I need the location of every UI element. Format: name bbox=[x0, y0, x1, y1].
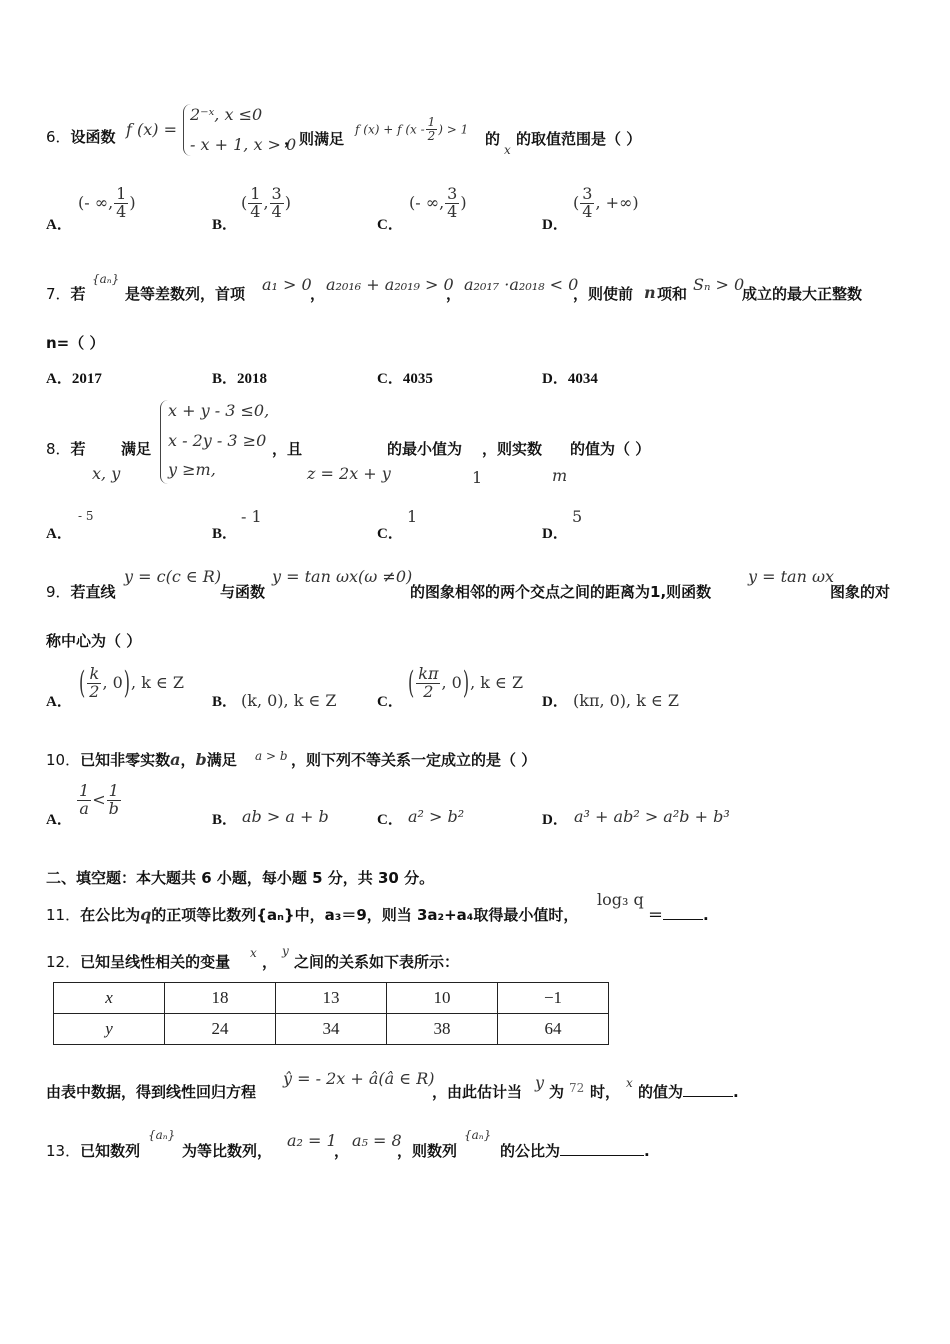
q10-option-a-label[interactable]: A． bbox=[46, 812, 72, 828]
q9-line-eq: y = c(c ∈ R) bbox=[124, 567, 222, 586]
table-cell: 64 bbox=[498, 1014, 609, 1045]
q8-option-c-label[interactable]: C． bbox=[377, 526, 403, 542]
q6-option-c-label[interactable]: C． bbox=[377, 217, 403, 233]
q12-text-5: 为 bbox=[549, 1083, 565, 1101]
table-cell: 34 bbox=[276, 1014, 387, 1045]
q6-option-d[interactable]: ( $\frac{3}{4}$ , +∞) bbox=[573, 184, 639, 221]
q8-text-2: 满足 bbox=[121, 440, 152, 458]
q10-option-b-label[interactable]: B． bbox=[212, 812, 238, 828]
q13-text-3: ，则数列 bbox=[397, 1142, 458, 1160]
q6-half-fraction: $\frac{1}{2}$ bbox=[427, 115, 436, 143]
q8-stem: 8．若 bbox=[46, 440, 86, 458]
q7-sep-2: ， bbox=[446, 285, 462, 303]
q12-answer: 的值为 . bbox=[638, 1083, 739, 1101]
q11-answer: ＝ . bbox=[648, 906, 709, 924]
q6-case-2: - x + 1, x > 0 bbox=[190, 135, 297, 154]
q7-option-d[interactable]: D．4034 bbox=[542, 371, 598, 387]
q11-log: log₃ q bbox=[597, 890, 644, 909]
q10-stem: 10．已知非零实数a，b满足 bbox=[46, 750, 237, 769]
q7-sep-1: ， bbox=[310, 285, 326, 303]
q8-text-3: ，且 bbox=[272, 440, 303, 458]
q9-option-d-label[interactable]: D． bbox=[542, 694, 568, 710]
q9-option-a-label[interactable]: A． bbox=[46, 694, 72, 710]
q9-text-3: 的图象相邻的两个交点之间的距离为1,则函数 bbox=[410, 583, 712, 601]
q6-option-b-label[interactable]: B． bbox=[212, 217, 238, 233]
q6-stem-b: ，则满足 bbox=[284, 130, 345, 148]
table-cell: 18 bbox=[165, 983, 276, 1014]
q13-sequence: {aₙ} bbox=[148, 1128, 176, 1142]
q8-option-c[interactable]: 1 bbox=[407, 507, 418, 526]
q8-option-b[interactable]: - 1 bbox=[241, 507, 262, 526]
table-cell: 13 bbox=[276, 983, 387, 1014]
q10-option-c-label[interactable]: C． bbox=[377, 812, 403, 828]
section-2-title: 二、填空题：本大题共 6 小题，每小题 5 分，共 30 分。 bbox=[46, 869, 435, 887]
q12-answer-blank[interactable] bbox=[683, 1096, 733, 1097]
q12-y: y bbox=[535, 1073, 545, 1092]
q6-function-name: f (x) = bbox=[126, 120, 178, 139]
q6-variable: x bbox=[504, 143, 511, 157]
q12-regression: ŷ = - 2x + â(â ∈ R) bbox=[283, 1069, 435, 1088]
question-number: 6． bbox=[46, 128, 71, 146]
q8-option-d-label[interactable]: D． bbox=[542, 526, 568, 542]
table-row bbox=[54, 1014, 609, 1045]
q9-option-c[interactable]: ( $\frac{k\pi}{2}$ , 0), k ∈ Z bbox=[408, 664, 524, 701]
table-row bbox=[54, 983, 609, 1014]
table-header-y: y bbox=[54, 1014, 165, 1045]
q6-option-b[interactable]: ( $\frac{1}{4}$ , $\frac{3}{4}$ ) bbox=[241, 184, 291, 221]
q7-line-2: n=（ ） bbox=[46, 334, 105, 352]
q6-option-d-label[interactable]: D． bbox=[542, 217, 568, 233]
q13-answer: 的公比为 . bbox=[500, 1142, 650, 1160]
q8-text-4: 的最小值为 bbox=[387, 440, 463, 458]
q13-sequence-2: {aₙ} bbox=[464, 1128, 492, 1142]
q8-option-b-label[interactable]: B． bbox=[212, 526, 238, 542]
q8-constraint-2: x - 2y - 3 ≥0 bbox=[168, 431, 267, 450]
q7-n: n bbox=[644, 283, 656, 302]
q9-option-b[interactable]: (k, 0), k ∈ Z bbox=[241, 691, 337, 710]
q9-text-2: 与函数 bbox=[220, 583, 266, 601]
q7-stem: 7．若 bbox=[46, 285, 86, 303]
q10-text-3: ，则下列不等关系一定成立的是（ ） bbox=[291, 751, 537, 769]
q13-a2: a₂ = 1 bbox=[287, 1131, 337, 1150]
q6-option-a[interactable]: (- ∞, $\frac{1}{4}$ ) bbox=[78, 184, 136, 221]
q8-constraint-3: y ≥m, bbox=[168, 460, 216, 479]
q9-func-2: y = tan ωx bbox=[748, 567, 835, 586]
q9-line-2: 称中心为（ ） bbox=[46, 632, 142, 650]
q6-option-c[interactable]: (- ∞, $\frac{3}{4}$ ) bbox=[409, 184, 467, 221]
q8-text-6: 的值为（ ） bbox=[570, 440, 651, 458]
q13-text-2: 为等比数列， bbox=[182, 1142, 273, 1160]
q7-sequence: {aₙ} bbox=[92, 272, 120, 286]
q7-cond-3: a₂₀₁₇ ·a₂₀₁₈ < 0 bbox=[464, 275, 579, 294]
q12-value-72: 72 bbox=[569, 1081, 585, 1095]
q12-text-4: ，由此估计当 bbox=[432, 1083, 523, 1101]
q12-text-2: 之间的关系如下表所示： bbox=[294, 953, 460, 971]
q7-text-2: 是等差数列，首项 bbox=[125, 285, 246, 303]
q13-sep: ， bbox=[334, 1142, 350, 1160]
q8-min-value: 1 bbox=[472, 468, 483, 487]
table-header-x: x bbox=[54, 983, 165, 1014]
q13-a5: a₅ = 8 bbox=[352, 1131, 402, 1150]
q9-option-a[interactable]: ( $\frac{k}{2}$ , 0), k ∈ Z bbox=[79, 664, 185, 701]
q7-option-a[interactable]: A．2017 bbox=[46, 371, 102, 387]
q8-option-a[interactable]: - 5 bbox=[78, 509, 94, 523]
table-cell: 38 bbox=[387, 1014, 498, 1045]
q12-stem: 12．已知呈线性相关的变量 bbox=[46, 953, 231, 971]
q7-cond-1: a₁ > 0 bbox=[262, 275, 312, 294]
q9-stem: 9．若直线 bbox=[46, 583, 116, 601]
q10-condition: a > b bbox=[255, 749, 288, 763]
q9-option-d[interactable]: (kπ, 0), k ∈ Z bbox=[573, 691, 680, 710]
q7-cond-4: Sₙ > 0 bbox=[693, 275, 745, 294]
q10-option-a[interactable]: $\frac{1}{a}$ < $\frac{1}{b}$ bbox=[79, 781, 119, 818]
q12-text-3: 由表中数据，得到线性回归方程 bbox=[46, 1083, 257, 1101]
q9-option-b-label[interactable]: B． bbox=[212, 694, 238, 710]
table-cell: 10 bbox=[387, 983, 498, 1014]
q8-option-a-label[interactable]: A． bbox=[46, 526, 72, 542]
q6-stem-c: 的 bbox=[485, 130, 501, 148]
q13-stem: 13．已知数列 bbox=[46, 1142, 141, 1160]
q12-var-x: x bbox=[250, 946, 257, 960]
q12-sep: ， bbox=[262, 953, 278, 971]
q12-text-6: 时， bbox=[590, 1083, 621, 1101]
q7-text-6: 项和 bbox=[657, 285, 688, 303]
q7-cond-2: a₂₀₁₆ + a₂₀₁₉ > 0 bbox=[326, 275, 454, 294]
q10-option-c[interactable]: a² > b² bbox=[408, 807, 465, 826]
q8-text-5: ，则实数 bbox=[482, 440, 543, 458]
table-cell: −1 bbox=[498, 983, 609, 1014]
q10-option-d-label[interactable]: D． bbox=[542, 812, 568, 828]
q8-constraint-1: x + y - 3 ≤0, bbox=[168, 401, 270, 420]
q6-option-a-label[interactable]: A． bbox=[46, 217, 72, 233]
q8-vars: x, y bbox=[92, 464, 121, 483]
q10-option-d[interactable]: a³ + ab² > a²b + b³ bbox=[574, 807, 730, 826]
q7-text-7: 成立的最大正整数 bbox=[742, 285, 863, 303]
q11-stem: 11．在公比为q的正项等比数列{aₙ}中，a₃＝9，则当 3a₂+a₄取得最小值时， bbox=[46, 905, 579, 924]
q7-option-c[interactable]: C．4035 bbox=[377, 371, 433, 387]
q9-func-eq: y = tan ωx(ω ≠0) bbox=[272, 567, 413, 586]
q8-option-d[interactable]: 5 bbox=[572, 507, 583, 526]
q6-case-1: 2⁻ˣ, x ≤0 bbox=[190, 105, 263, 124]
q6-stem-d: 的取值范围是（ ） bbox=[516, 130, 642, 148]
q7-text-5: ，则使前 bbox=[573, 285, 634, 303]
q9-text-4: 图象的对 bbox=[830, 583, 891, 601]
q11-answer-blank[interactable] bbox=[663, 919, 703, 920]
q12-data-table bbox=[53, 982, 609, 1045]
q12-x: x bbox=[626, 1076, 633, 1090]
q6-stem: 6．设函数 bbox=[46, 128, 116, 146]
q13-answer-blank[interactable] bbox=[560, 1155, 644, 1156]
q6-condition: f (x) + f (x - $\frac{1}{2}$ ) > 1 bbox=[355, 115, 469, 143]
table-cell: 24 bbox=[165, 1014, 276, 1045]
q8-m: m bbox=[552, 466, 568, 485]
q8-objective: z = 2x + y bbox=[307, 464, 391, 483]
q9-option-c-label[interactable]: C． bbox=[377, 694, 403, 710]
q7-option-b[interactable]: B．2018 bbox=[212, 371, 268, 387]
q10-option-b[interactable]: ab > a + b bbox=[242, 807, 329, 826]
q12-var-y: y bbox=[282, 944, 289, 958]
